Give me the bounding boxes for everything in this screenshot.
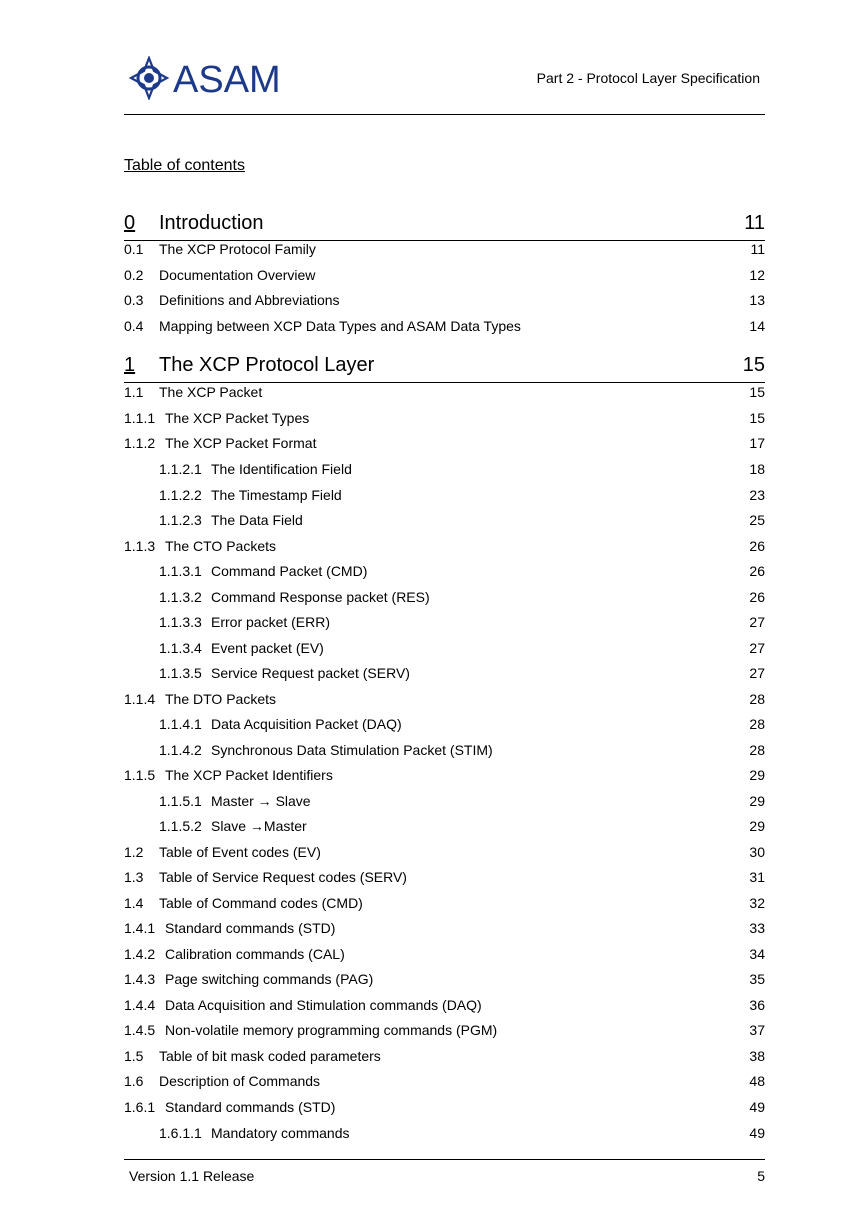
toc-entry[interactable] <box>124 292 765 314</box>
toc-entry-title: Data Acquisition Packet (DAQ) <box>211 716 402 732</box>
toc-entry-page: 18 <box>749 461 765 477</box>
toc-entry[interactable] <box>124 767 765 789</box>
toc-entry-page: 15 <box>749 384 765 400</box>
toc-entry-number: 1.4.5 <box>124 1022 156 1038</box>
toc-entry[interactable] <box>124 563 765 585</box>
toc-entry-page: 28 <box>749 691 765 707</box>
toc-entry-number: 1.2 <box>124 844 144 860</box>
toc-entry-title: Calibration commands (CAL) <box>165 946 345 962</box>
toc-entry-page: 34 <box>749 946 765 962</box>
toc-entry-title: Slave →Master <box>211 818 307 834</box>
toc-entry-page: 14 <box>749 318 765 334</box>
toc-entry-title: Command Packet (CMD) <box>211 563 368 579</box>
toc-entry[interactable] <box>124 1125 765 1147</box>
toc-entry[interactable] <box>124 716 765 738</box>
toc-entry-page: 12 <box>749 267 765 283</box>
toc-entry-number: 1.1.4 <box>124 691 156 707</box>
toc-entry-title: Definitions and Abbreviations <box>159 292 340 308</box>
toc-entry-number: 0 <box>124 212 136 234</box>
toc-entry[interactable] <box>124 971 765 993</box>
toc-entry[interactable] <box>124 1073 765 1095</box>
toc-entry-number: 1.1.3.4 <box>159 640 202 656</box>
toc-entry-page: 15 <box>749 410 765 426</box>
toc-entry-page: 11 <box>750 241 765 257</box>
toc-entry[interactable] <box>124 589 765 611</box>
toc-entry[interactable] <box>124 487 765 509</box>
toc-entry[interactable] <box>124 895 765 917</box>
toc-entry[interactable] <box>124 318 765 340</box>
toc-entry-title: The Timestamp Field <box>211 487 342 503</box>
toc-entry-page: 26 <box>749 589 765 605</box>
toc-entry-title: Error packet (ERR) <box>211 614 331 630</box>
toc-entry-title: The XCP Packet Identifiers <box>165 767 333 783</box>
toc-entry[interactable] <box>124 844 765 866</box>
toc-entry[interactable] <box>124 869 765 891</box>
toc-entry-page: 30 <box>749 844 765 860</box>
toc-entry-title: The XCP Packet Types <box>165 410 310 426</box>
toc-entry-number: 1.1.1 <box>124 410 156 426</box>
toc-entry-title: Description of Commands <box>159 1073 321 1089</box>
toc-entry-number: 1.4.2 <box>124 946 156 962</box>
footer-page-number: 5 <box>757 1168 765 1184</box>
toc-entry-page: 27 <box>749 665 765 681</box>
toc-entry[interactable] <box>124 640 765 662</box>
toc-entry[interactable] <box>124 512 765 534</box>
toc-entry[interactable] <box>124 1099 765 1121</box>
toc-entry-title: Page switching commands (PAG) <box>165 971 374 987</box>
toc-entry-page: 35 <box>749 971 765 987</box>
toc-entry-title: The Identification Field <box>211 461 352 477</box>
toc-entry-number: 1.1.2 <box>124 435 156 451</box>
toc-entry[interactable] <box>124 997 765 1019</box>
header-divider <box>124 114 765 115</box>
toc-entry-title: Table of Service Request codes (SERV) <box>159 869 407 885</box>
toc-entry-number: 1.4 <box>124 895 144 911</box>
toc-entry[interactable] <box>124 818 765 840</box>
toc-entry-number: 1.1.5.2 <box>159 818 202 834</box>
toc-entry-number: 1.6 <box>124 1073 144 1089</box>
toc-entry[interactable] <box>124 793 765 815</box>
toc-entry-title: Mandatory commands <box>211 1125 350 1141</box>
toc-entry-title: Event packet (EV) <box>211 640 324 656</box>
toc-entry[interactable] <box>124 665 765 687</box>
toc-entry-number: 1.1.3.5 <box>159 665 202 681</box>
toc-entry-number: 1.5 <box>124 1048 144 1064</box>
toc-chapter-entry[interactable] <box>124 212 765 241</box>
toc-entry-number: 0.3 <box>124 292 144 308</box>
toc-entry-title: Command Response packet (RES) <box>211 589 430 605</box>
toc-entry-page: 32 <box>749 895 765 911</box>
toc-entry-title: The XCP Protocol Family <box>159 241 316 257</box>
toc-entry-title: Introduction <box>159 212 264 234</box>
toc-entry-number: 1.1.5 <box>124 767 156 783</box>
asam-logo-icon <box>127 56 297 100</box>
toc-entry[interactable] <box>124 267 765 289</box>
asam-logo <box>127 56 297 100</box>
footer-divider <box>124 1159 765 1160</box>
toc-entry-page: 28 <box>749 742 765 758</box>
toc-entry-page: 49 <box>749 1125 765 1141</box>
toc-entry-number: 1.1.3 <box>124 538 156 554</box>
toc-entry-page: 25 <box>749 512 765 528</box>
toc-entry-number: 0.2 <box>124 267 144 283</box>
toc-entry[interactable] <box>124 742 765 764</box>
toc-entry[interactable] <box>124 410 765 432</box>
toc-entry-number: 1.4.3 <box>124 971 156 987</box>
toc-entry[interactable] <box>124 1022 765 1044</box>
toc-entry-number: 1.1.4.2 <box>159 742 202 758</box>
toc-entry-page: 33 <box>749 920 765 936</box>
toc-entry[interactable] <box>124 920 765 942</box>
toc-entry-title: Service Request packet (SERV) <box>211 665 410 681</box>
toc-entry-title: Mapping between XCP Data Types and ASAM Data Types <box>159 318 521 334</box>
toc-entry-page: 37 <box>749 1022 765 1038</box>
toc-entry-title: Master → Slave <box>211 793 311 809</box>
toc-entry[interactable] <box>124 614 765 636</box>
document-part-title: Part 2 - Protocol Layer Specification <box>536 70 760 86</box>
toc-entry-title: Standard commands (STD) <box>165 920 336 936</box>
toc-entry-number: 1.1.3.2 <box>159 589 202 605</box>
toc-entry-title: Standard commands (STD) <box>165 1099 336 1115</box>
toc-heading: Table of contents <box>124 157 245 174</box>
toc-entry-title: Synchronous Data Stimulation Packet (STIM) <box>211 742 493 758</box>
toc-entry[interactable] <box>124 384 765 406</box>
toc-entry-page: 31 <box>749 869 765 885</box>
toc-entry-page: 15 <box>742 354 765 376</box>
toc-entry-title: The XCP Packet <box>159 384 263 400</box>
toc-entry[interactable] <box>124 691 765 713</box>
toc-entry-page: 29 <box>749 793 765 809</box>
toc-entry[interactable] <box>124 1048 765 1070</box>
toc-entry[interactable] <box>124 435 765 457</box>
toc-entry-page: 26 <box>749 563 765 579</box>
toc-entry-number: 1.6.1.1 <box>159 1125 202 1141</box>
toc-entry-page: 17 <box>749 435 765 451</box>
toc-entry-page: 28 <box>749 716 765 732</box>
toc-entry-page: 29 <box>749 818 765 834</box>
toc-entry-number: 1.1.4.1 <box>159 716 202 732</box>
toc-entry-title: Documentation Overview <box>159 267 316 283</box>
toc-entry-title: The Data Field <box>211 512 303 528</box>
toc-chapter-entry[interactable] <box>124 354 765 383</box>
toc-entry-number: 1.3 <box>124 869 144 885</box>
toc-entry-number: 1.1.2.3 <box>159 512 202 528</box>
toc-entry-title: Non-volatile memory programming commands (PGM) <box>165 1022 498 1038</box>
toc-entry-title: Table of bit mask coded parameters <box>159 1048 381 1064</box>
toc-entry-page: 23 <box>749 487 765 503</box>
toc-entry-number: 1.1.5.1 <box>159 793 202 809</box>
toc-entry-number: 1.1.3.1 <box>159 563 202 579</box>
toc-entry[interactable] <box>124 538 765 560</box>
asam-logo-wordmark: ASAM <box>173 59 281 100</box>
toc-entry-title: The CTO Packets <box>165 538 277 554</box>
toc-entry-page: 27 <box>749 614 765 630</box>
toc-entry-number: 1.4.4 <box>124 997 156 1013</box>
toc-entry-page: 29 <box>749 767 765 783</box>
toc-entry-number: 1 <box>124 354 136 376</box>
toc-entry-number: 1.1 <box>124 384 144 400</box>
toc-entry[interactable] <box>124 241 765 263</box>
toc-entry-title: The XCP Packet Format <box>165 435 317 451</box>
toc-entry-page: 13 <box>749 292 765 308</box>
toc-entry[interactable] <box>124 461 765 483</box>
toc-entry-title: Table of Command codes (CMD) <box>159 895 363 911</box>
toc-entry-number: 1.6.1 <box>124 1099 156 1115</box>
toc-entry-page: 49 <box>749 1099 765 1115</box>
footer-version: Version 1.1 Release <box>129 1168 255 1184</box>
toc-entry-number: 0.1 <box>124 241 144 257</box>
toc-entry-number: 1.1.3.3 <box>159 614 202 630</box>
toc-entry-page: 26 <box>749 538 765 554</box>
toc-entry-title: Table of Event codes (EV) <box>159 844 321 860</box>
toc-entry-title: The DTO Packets <box>165 691 277 707</box>
toc-entry-number: 1.4.1 <box>124 920 156 936</box>
toc-entry[interactable] <box>124 946 765 968</box>
toc-entry-page: 27 <box>749 640 765 656</box>
toc-entry-number: 0.4 <box>124 318 144 334</box>
toc-entry-page: 36 <box>749 997 765 1013</box>
toc-entry-title: The XCP Protocol Layer <box>159 354 375 376</box>
toc-entry-title: Data Acquisition and Stimulation commands (DAQ) <box>165 997 482 1013</box>
toc-entry-page: 48 <box>749 1073 765 1089</box>
toc-entry-number: 1.1.2.2 <box>159 487 202 503</box>
toc-entry-page: 38 <box>749 1048 765 1064</box>
toc-entry-page: 11 <box>744 212 765 234</box>
toc-entry-number: 1.1.2.1 <box>159 461 202 477</box>
